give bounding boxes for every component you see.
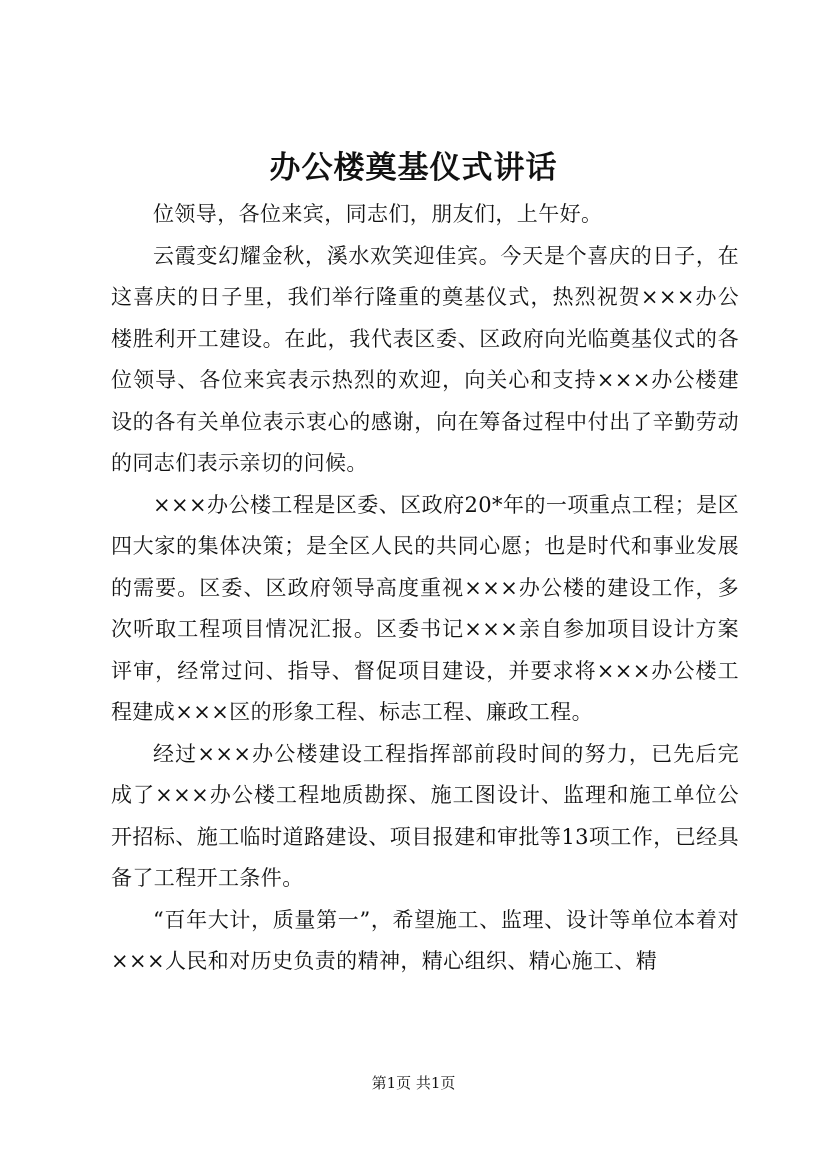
document-body xyxy=(111,194,739,983)
paragraph-preparation-progress: 经过×××办公楼建设工程指挥部前段时间的努力，已先后完成了×××办公楼工程地质勘探、施工图设计、监理和施工单位公开招标、施工临时道路建设、项目报建和审批等13项工作，已经具备了工程开工条件。 xyxy=(111,741,739,890)
page-number-footer: 第1页 共1页 xyxy=(371,1074,456,1092)
paragraph-greeting: 位领导，各位来宾，同志们，朋友们，上午好。 xyxy=(153,202,603,226)
paragraph-project-importance: ×××办公楼工程是区委、区政府20*年的一项重点工程；是区四大家的集体决策；是全区人民的共同心愿；也是时代和事业发展的需要。区委、区政府领导高度重视×××办公楼的建设工作，多次听取工程项目情况汇报。区委书记×××亲自参加项目设计方案评审，经常过问、指导、督促项目建设，并要求将×××办公楼工程建成×××区的形象工程、标志工程、廉政工程。 xyxy=(111,492,739,724)
paragraph-welcome: 云霞变幻耀金秋，溪水欢笑迎佳宾。今天是个喜庆的日子，在这喜庆的日子里，我们举行隆重的奠基仪式，热烈祝贺×××办公楼胜利开工建设。在此，我代表区委、区政府向光临奠基仪式的各位领导、各位来宾表示热烈的欢迎，向关心和支持×××办公楼建设的各有关单位表示衷心的感谢，向在筹备过程中付出了辛勤劳动的同志们表示亲切的问候。 xyxy=(111,243,739,475)
document-title: 办公楼奠基仪式讲话 xyxy=(269,150,558,186)
paragraph-quality-expectation: “百年大计，质量第一”，希望施工、监理、设计等单位本着对×××人民和对历史负责的精神，精心组织、精心施工、精 xyxy=(111,907,739,973)
